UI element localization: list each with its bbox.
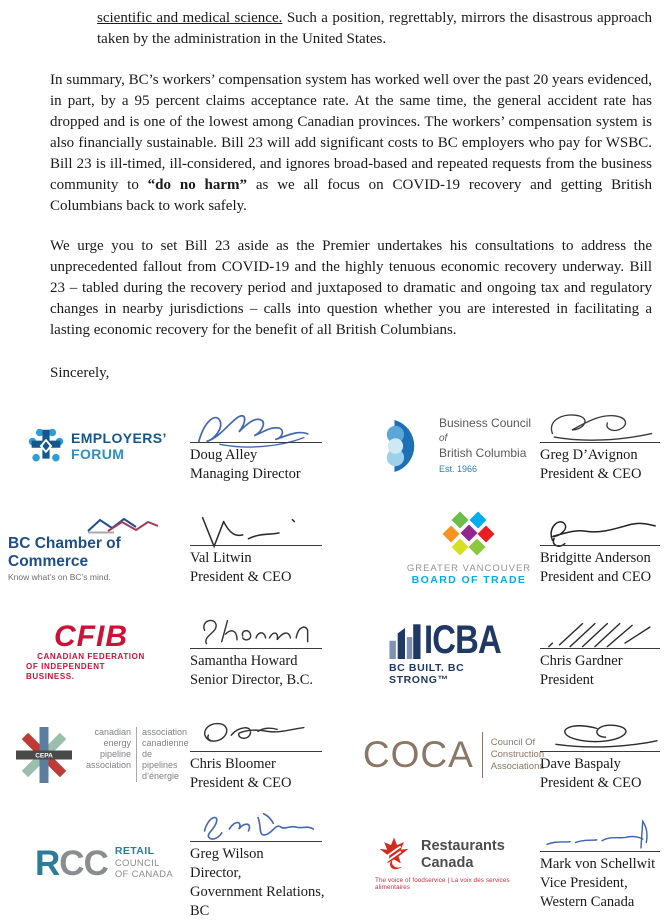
bcbc-line2: British Columbia [439,445,527,460]
icba-acronym: ICBA [424,618,502,662]
rc-line1: Restaurants [421,838,505,854]
signature-line [540,442,660,443]
signature-line [190,648,322,649]
business-council-bc-wordmark [439,416,540,476]
cfib-acronym: CFIB [54,619,128,653]
gvbot-logo [405,497,533,600]
rcc-line1: RETAIL [114,845,155,858]
underlined-phrase: scientific and medical science. [97,10,283,26]
signatory-name: Chris Bloomer [190,756,276,772]
icba-buildings-icon [388,617,422,659]
chris-gardner-signature-icon [540,615,664,657]
bridgitte-anderson-signature-icon [540,512,664,554]
greg-wilson-signature-icon [190,808,326,850]
signature-line [190,442,322,443]
para1-tail: as we all focus on COVID-19 recovery and getting British Columbians back to work safely. [50,177,652,214]
cepa-en-line: association [86,760,132,770]
gvbot-diamonds-icon [440,512,498,560]
gvbot-line2: BOARD OF TRADE [411,573,527,586]
mark-von-schellwit-signature-icon [540,818,664,860]
gvbot-line1: GREATER VANCOUVER [406,562,532,574]
business-council-bc-logo [381,394,540,497]
cepa-fr-line: de pipelines [142,749,178,770]
coca-line: Council Of [490,736,536,748]
signatory-name: Samantha Howard [190,653,298,669]
signatory-title: Vice President, [540,874,628,891]
signature-samantha-howard [190,600,345,703]
cepa-en-line: pipeline [100,749,132,759]
signatory-name: Dave Baspaly [540,756,621,772]
cepa-wordmark [86,727,190,782]
samantha-howard-signature-icon [190,615,326,657]
bc-chamber-wordmark: BC Chamber of Commerce [8,535,121,570]
restaurants-canada-wordmark [421,838,505,872]
doug-alley-signature-icon [190,409,326,451]
signature-line [190,841,322,842]
chris-bloomer-signature-icon [190,718,326,760]
do-no-harm-bold: “do no harm” [147,177,248,193]
rcc-line3: OF CANADA [114,869,173,881]
maple-leaf-icon [375,836,413,874]
signatory-name: Greg Wilson [190,846,264,862]
coca-logo [362,703,545,806]
signature-greg-wilson [190,806,345,921]
signature-line [540,648,660,649]
bc-chamber-tagline: Know what’s on BC’s mind. [8,572,111,582]
employers-text: EMPLOYERS’ [71,429,167,446]
cepa-logo [14,703,190,806]
signatory-title: President [540,672,594,688]
signature-val-litwin [190,497,345,600]
signatory-name: Mark von Schellwit [540,855,656,872]
signatory-title: President and CEO [540,569,652,585]
signatory-name: Bridgitte Anderson [540,550,651,566]
bcbc-line1: Business Council [439,415,532,430]
signature-mark-von-schellwit [540,806,666,921]
restaurants-canada-tagline: The voice of foodservice | La voix des services alimentaires [375,877,510,891]
signatory-name: Chris Gardner [540,653,623,669]
dave-baspaly-signature-icon [540,718,664,760]
quote-rest: Such a position, regrettably, mirrors the disastrous approach taken by the administration in the United States. [97,10,652,47]
signature-line [540,751,660,752]
rcc-r: R [35,843,60,883]
icba-tagline: BC BUILT. BC STRONG™ [389,662,465,686]
rcc-line2: COUNCIL [114,857,160,869]
quote-paragraph [97,8,652,50]
coca-divider [482,732,483,778]
rcc-wordmark [115,846,173,881]
svg-text:CEPA: CEPA [35,752,53,759]
signature-doug-alley [190,394,345,497]
bc-chamber-peaks-icon [84,515,162,535]
greg-davignon-signature-icon [540,409,664,451]
rcc-cc: CC [59,843,108,883]
cfib-line1: CANADIAN FEDERATION [37,651,145,661]
cepa-fr-line: d’énergie [142,771,180,781]
business-council-bc-icon [381,418,431,474]
cfib-logo [26,600,156,703]
rcc-logo [18,806,190,921]
signature-chris-bloomer [190,703,345,806]
employers-forum-wordmark [71,430,190,462]
signatory-title: Government Relations, BC [190,884,325,919]
cepa-en-line: energy [103,738,132,748]
signatory-title: President & CEO [190,775,292,791]
signatory-title: Director, [190,865,242,881]
signatory-name: Greg D’Avignon [540,447,638,463]
rc-line2: Canada [421,855,474,871]
signatory-title: President & CEO [190,569,292,585]
closing-sincerely: Sincerely, [50,365,110,381]
signature-line [190,545,322,546]
signature-line [540,545,660,546]
signature-bridgitte-anderson [540,497,666,600]
coca-line: Associations [490,760,545,772]
cepa-en-line: canadian [94,727,132,737]
icba-logo [389,600,517,703]
urge-paragraph: We urge you to set Bill 23 aside as the Premier undertakes his consultations to address the unprecedented fallout from COVID-19 and the highly tenuous economic recovery underway. Bill 23 – tabled during the recovery period and juxtaposed to dramatic and ongoing tax and regulatory changes in nearby jurisdictions – calls into question whether you are interested in facilitating a lasting economic recovery for the benefit of all British Columbians. [50,238,652,338]
signature-chris-gardner [540,600,666,703]
coca-wordmark [491,737,544,773]
cepa-star-icon [14,725,74,785]
restaurants-canada-logo [375,806,531,921]
signature-line [190,751,322,752]
bc-chamber-logo [8,497,180,600]
cfib-line2: OF INDEPENDENT BUSINESS. [26,661,106,681]
letter-page [0,8,666,919]
val-litwin-signature-icon [190,512,326,554]
cepa-fr-line: association [142,727,188,737]
signatory-name: Doug Alley [190,447,258,463]
signatory-title: Managing Director [190,466,301,482]
signatory-title: Senior Director, B.C. [190,672,314,688]
bcbc-est: Est. 1966 [439,463,478,474]
signatories-grid [0,394,666,921]
signatory-title: Western Canada [540,893,635,910]
signature-line [540,851,660,852]
signatory-name: Val Litwin [190,550,252,566]
para1-text: In summary, BC’s workers’ compensation system has worked well over the past 20 years evidenced, in part, by a 95 percent claims acceptance rate. At the same time, the general accident rate has dropped and is one of the lowest among Canadian provinces. The workers’ compensation system is also financially sustainable. Bill 23 will add significant costs to BC employers who pay for WSBC. Bill 23 is ill-timed, ill-considered, and ignores broad-based and repeated requests from the business community to [50,72,652,193]
coca-line: Construction [490,748,545,760]
signatory-title: President & CEO [540,775,642,791]
cepa-fr-line: canadienne [142,738,189,748]
forum-text: FORUM [71,445,125,462]
bcbc-of: of [439,432,448,444]
summary-paragraph [50,70,652,217]
rcc-acronym [35,843,108,883]
signature-greg-davignon [540,394,666,497]
signatory-title: President & CEO [540,466,642,482]
coca-acronym: COCA [362,733,474,775]
signature-dave-baspaly [540,703,666,806]
employers-forum-logo [28,394,190,497]
employers-forum-icon [28,428,64,464]
